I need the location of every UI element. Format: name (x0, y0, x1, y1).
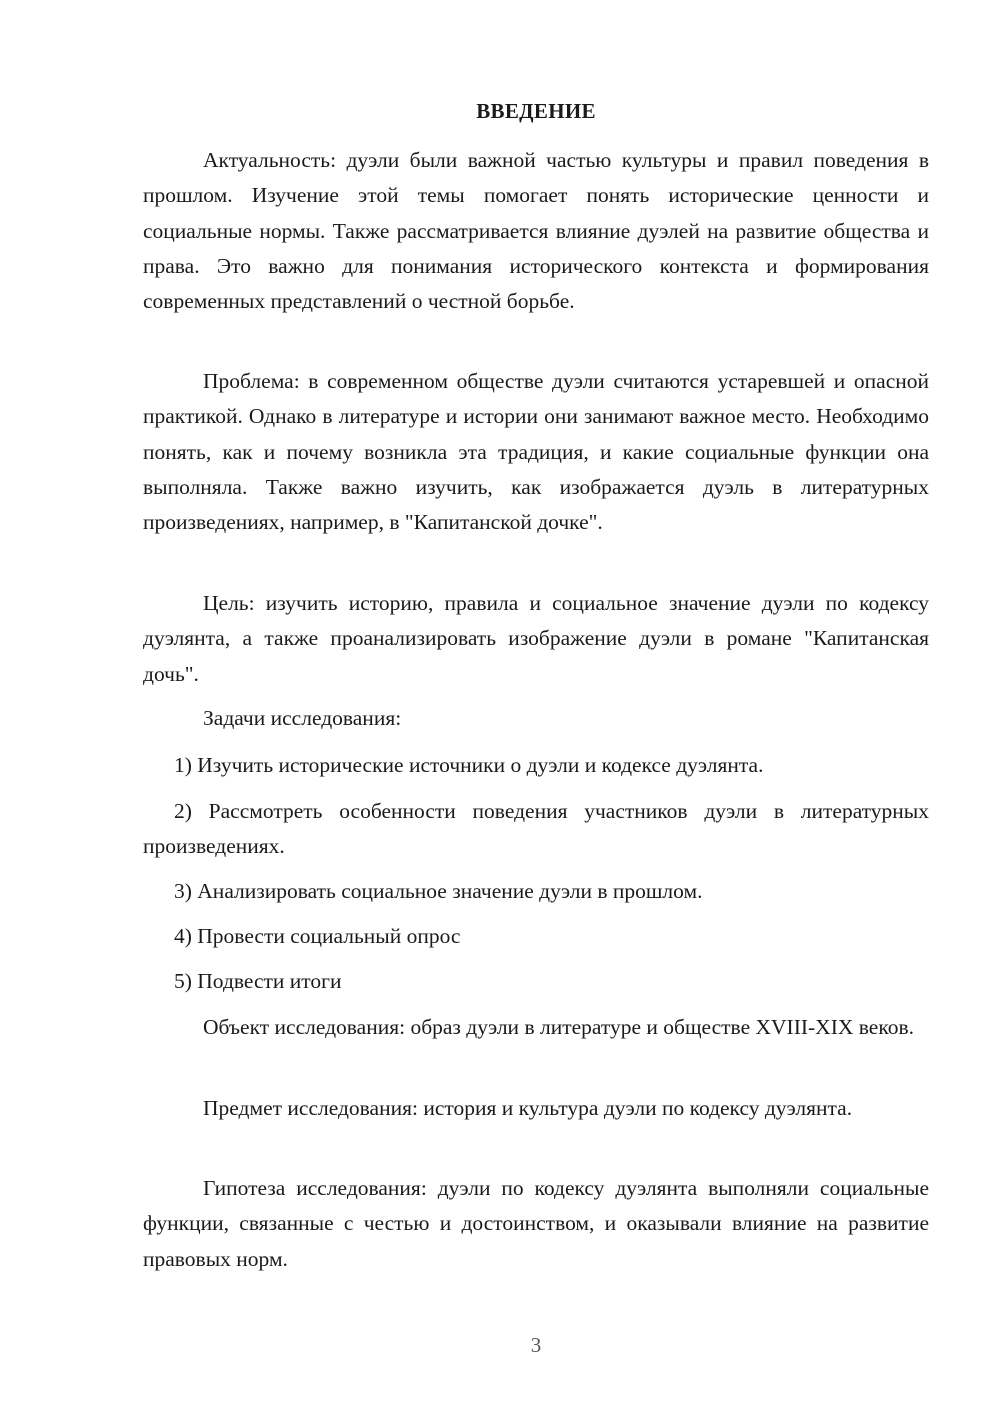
task-item-3: 3) Анализировать социальное значение дуэли в прошлом. (174, 879, 703, 903)
paragraph-subject: Предмет исследования: история и культура дуэли по кодексу дуэлянта. (203, 1096, 853, 1120)
task-item-5: 5) Подвести итоги (174, 969, 342, 993)
paragraph-object: Объект исследования: образ дуэли в литературе и обществе XVIII-XIX веков. (203, 1015, 914, 1039)
paragraph-hypothesis: Гипотеза исследования: дуэли по кодексу дуэлянта выполняли социальные функции, связанные с честью и достоинством, и оказывали влияние на развитие правовых норм. (143, 1176, 929, 1271)
section-heading: ВВЕДЕНИЕ (476, 99, 596, 123)
tasks-heading: Задачи исследования: (203, 706, 402, 730)
paragraph-relevance: Актуальность: дуэли были важной частью культуры и правил поведения в прошлом. Изучение этой темы помогает понять исторические ценности и социальные нормы. Также рассматривается влияние дуэлей на развитие общества и права. Это важно для понимания исторического контекста и формирования современных представлений о честной борьбе. (143, 148, 929, 314)
task-item-4: 4) Провести социальный опрос (174, 924, 461, 948)
task-item-1: 1) Изучить исторические источники о дуэли и кодексе дуэлянта. (174, 753, 764, 777)
paragraph-problem: Проблема: в современном обществе дуэли считаются устаревшей и опасной практикой. Однако в литературе и истории они занимают важное место. Необходимо понять, как и почему возникла эта традиция, и какие социальные функции она выполняла. Также важно изучить, как изображается дуэль в литературных произведениях, например, в "Капитанской дочке". (143, 369, 929, 535)
page-number: 3 (530, 1333, 542, 1357)
task-item-2: 2) Рассмотреть особенности поведения участников дуэли в литературных произведениях. (143, 799, 929, 859)
paragraph-goal: Цель: изучить историю, правила и социальное значение дуэли по кодексу дуэлянта, а также проанализировать изображение дуэли в романе "Капитанская дочь". (143, 591, 929, 686)
